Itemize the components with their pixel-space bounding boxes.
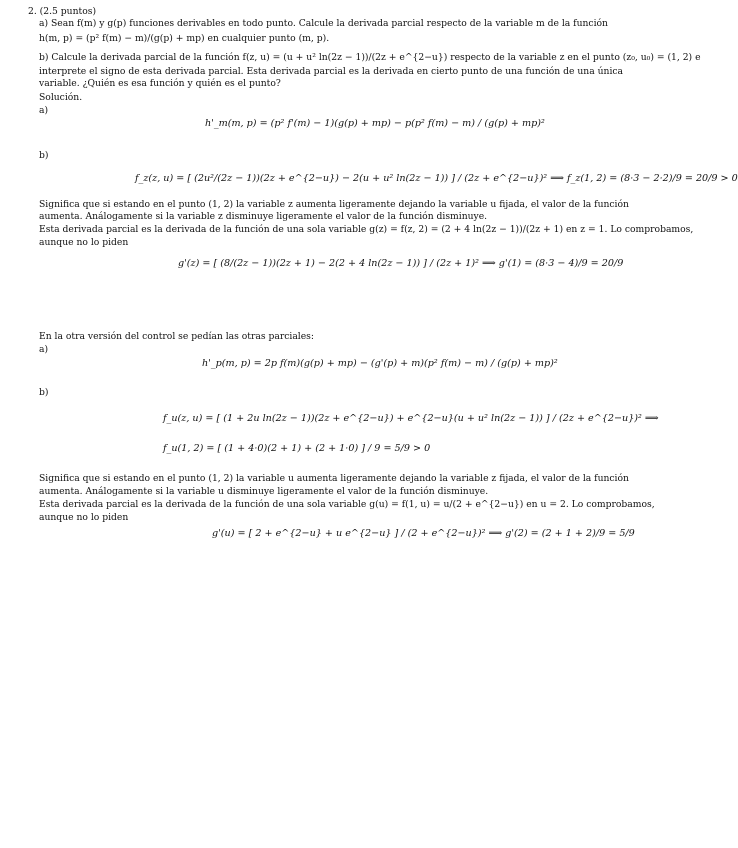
interpretation-u-line-1: Significa que si estando en el punto (1, 2) la variable u aumenta ligeramente dejando la variable z fijada, el valor de la función (39, 473, 629, 484)
single-variable-u-line-2: aunque no lo piden (39, 512, 129, 523)
equation-g-u-derivative: g'(u) = [ 2 + e^{2−u} + u e^{2−u} ] / (2 + e^{2−u})² ⟹ g'(2) = (2 + 1 + 2)/9 = 5/9 (212, 528, 635, 539)
other-version-intro: En la otra versión del control se pedían las otras parciales: (39, 331, 314, 342)
solution-heading: Solución. (39, 92, 83, 103)
solution-part-b-label: b) (39, 150, 49, 161)
interpretation-line-2: aumenta. Análogamente si la variable z disminuye ligeramente el valor de la función disminuye. (39, 211, 488, 222)
problem-part-b-continued: interprete el signo de esta derivada parcial. Esta derivada parcial es la derivada en cierto punto de una función de una única (39, 66, 624, 77)
function-h-definition: h(m, p) = (p² f(m) − m)/(g(p) + mp) en cualquier punto (m, p). (39, 33, 330, 44)
solution-part-a-label: a) (39, 105, 49, 116)
single-variable-line-2: aunque no lo piden (39, 237, 129, 248)
problem-number: 2. (2.5 puntos) (28, 6, 97, 17)
equation-g-z-derivative: g'(z) = [ (8/(2z − 1))(2z + 1) − 2(2 + 4 ln(2z − 1)) ] / (2z + 1)² ⟹ g'(1) = (8·3 − 4)/9 = 20/9 (178, 258, 624, 269)
equation-h-m-derivative: h'_m(m, p) = (p² f'(m) − 1)(g(p) + mp) − p(p² f(m) − m) / (g(p) + mp)² (205, 118, 545, 129)
problem-part-a: a) Sean f(m) y g(p) funciones derivables en todo punto. Calcule la derivada parcial respecto de la variable m de la función (39, 18, 608, 29)
single-variable-u-line-1: Esta derivada parcial es la derivada de la función de una sola variable g(u) = f(1, u) = u/(2 + e^{2−u}) en u = 2. Lo comprobamos, (39, 499, 655, 510)
interpretation-u-line-2: aumenta. Análogamente si la variable u disminuye ligeramente el valor de la función disminuye. (39, 486, 489, 497)
single-variable-line-1: Esta derivada parcial es la derivada de la función de una sola variable g(z) = f(z, 2) = (2 + 4 ln(2z − 1))/(2z + 1) en z = 1. Lo comprobamos, (39, 224, 694, 235)
problem-part-b-question: variable. ¿Quién es esa función y quién es el punto? (39, 78, 281, 89)
other-version-part-b-label: b) (39, 387, 49, 398)
equation-f-u-at-point: f_u(1, 2) = [ (1 + 4·0)(2 + 1) + (2 + 1·0) ] / 9 = 5/9 > 0 (163, 443, 431, 454)
equation-f-z-derivative: f_z(z, u) = [ (2u²/(2z − 1))(2z + e^{2−u}) − 2(u + u² ln(2z − 1)) ] / (2z + e^{2−u})² ⟹ f_z(1, 2) = (8·3 − 2·2)/9 = 20/9 > 0 (135, 173, 738, 184)
interpretation-line-1: Significa que si estando en el punto (1, 2) la variable z aumenta ligeramente dejando la variable u fijada, el valor de la función (39, 199, 629, 210)
other-version-part-a-label: a) (39, 344, 49, 355)
equation-f-u-derivative: f_u(z, u) = [ (1 + 2u ln(2z − 1))(2z + e^{2−u}) + e^{2−u}(u + u² ln(2z − 1)) ] / (2z + e^{2−u})² ⟹ (163, 413, 659, 424)
problem-part-b: b) Calcule la derivada parcial de la función f(z, u) = (u + u² ln(2z − 1))/(2z + e^{2−u}) respecto de la variable z en el punto (z₀, u₀) = (1, 2) e (39, 52, 701, 63)
equation-h-p-derivative: h'_p(m, p) = 2p f(m)(g(p) + mp) − (g'(p) + m)(p² f(m) − m) / (g(p) + mp)² (202, 358, 558, 369)
